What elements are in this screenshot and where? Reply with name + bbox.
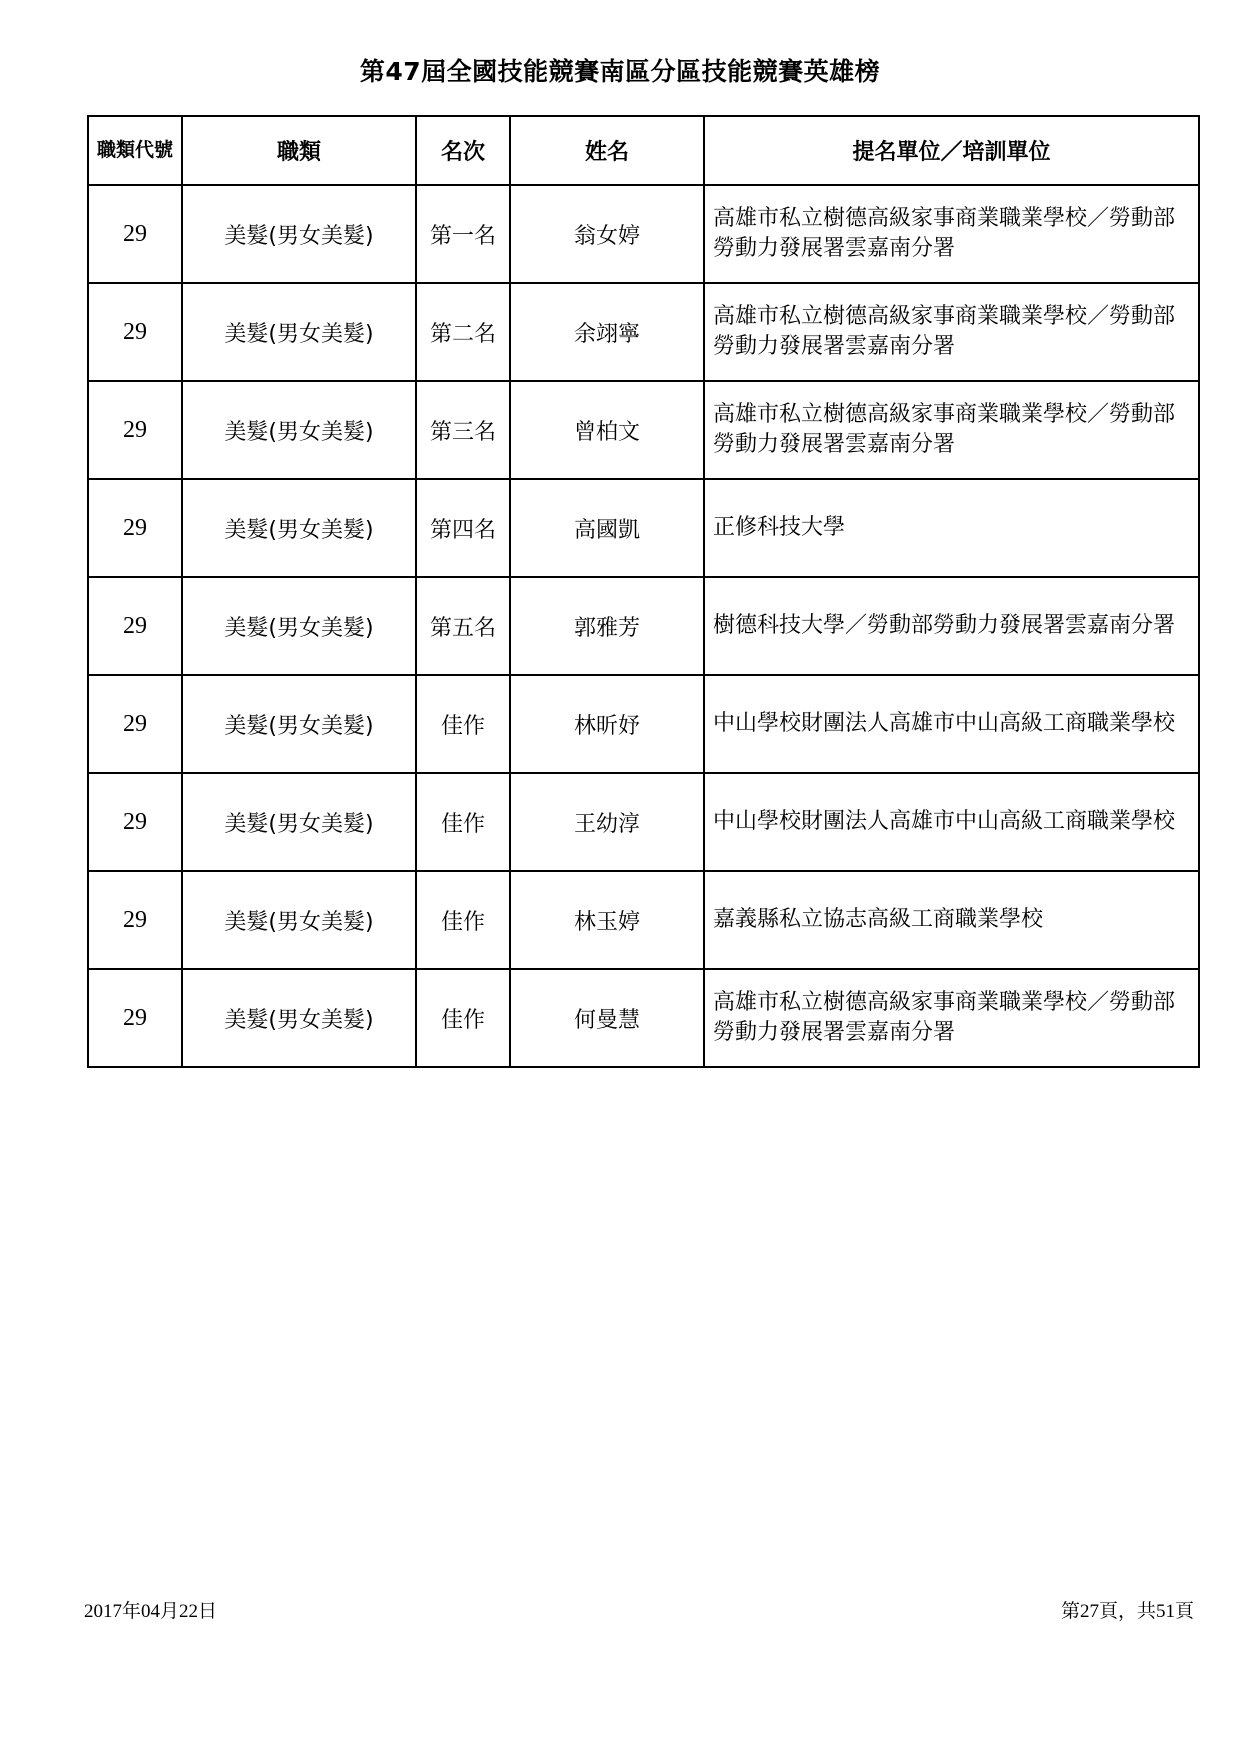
table-row xyxy=(88,185,1199,283)
table-row xyxy=(88,773,1199,871)
cell-code: 29 xyxy=(88,185,182,283)
page-title: 第47屆全國技能競賽南區分區技能競賽英雄榜 xyxy=(359,57,881,86)
cell-code: 29 xyxy=(88,577,182,675)
header-name: 姓名 xyxy=(510,116,704,185)
cell-rank: 第三名 xyxy=(416,381,510,479)
cell-name: 王幼淳 xyxy=(510,773,704,871)
cell-rank: 佳作 xyxy=(416,773,510,871)
cell-unit: 嘉義縣私立協志高級工商職業學校 xyxy=(704,871,1199,969)
cell-rank: 第二名 xyxy=(416,283,510,381)
cell-rank: 第四名 xyxy=(416,479,510,577)
table-row xyxy=(88,871,1199,969)
cell-code: 29 xyxy=(88,969,182,1067)
cell-trade: 美髮(男女美髮) xyxy=(182,675,416,773)
header-unit: 提名單位／培訓單位 xyxy=(704,116,1199,185)
table-row xyxy=(88,283,1199,381)
cell-name: 何曼慧 xyxy=(510,969,704,1067)
cell-unit: 正修科技大學 xyxy=(704,479,1199,577)
cell-trade: 美髮(男女美髮) xyxy=(182,381,416,479)
table-row xyxy=(88,577,1199,675)
cell-unit: 中山學校財團法人高雄市中山高級工商職業學校 xyxy=(704,675,1199,773)
cell-trade: 美髮(男女美髮) xyxy=(182,185,416,283)
cell-code: 29 xyxy=(88,675,182,773)
cell-code: 29 xyxy=(88,479,182,577)
cell-name: 翁女婷 xyxy=(510,185,704,283)
header-code: 職類代號 xyxy=(88,116,182,185)
cell-name: 林玉婷 xyxy=(510,871,704,969)
cell-code: 29 xyxy=(88,381,182,479)
table-header-row xyxy=(88,116,1199,185)
table-row xyxy=(88,969,1199,1067)
table-row xyxy=(88,381,1199,479)
cell-trade: 美髮(男女美髮) xyxy=(182,773,416,871)
table-row xyxy=(88,479,1199,577)
cell-name: 余翊寧 xyxy=(510,283,704,381)
cell-unit: 高雄市私立樹德高級家事商業職業學校／勞動部勞動力發展署雲嘉南分署 xyxy=(704,283,1199,381)
cell-code: 29 xyxy=(88,283,182,381)
cell-unit: 中山學校財團法人高雄市中山高級工商職業學校 xyxy=(704,773,1199,871)
cell-code: 29 xyxy=(88,871,182,969)
results-table xyxy=(87,115,1200,1068)
cell-trade: 美髮(男女美髮) xyxy=(182,283,416,381)
footer-page-number: 第27頁，共51頁 xyxy=(1060,1601,1194,1622)
cell-rank: 第一名 xyxy=(416,185,510,283)
cell-trade: 美髮(男女美髮) xyxy=(182,969,416,1067)
table-body xyxy=(88,185,1199,1067)
cell-trade: 美髮(男女美髮) xyxy=(182,871,416,969)
cell-rank: 佳作 xyxy=(416,969,510,1067)
cell-unit: 高雄市私立樹德高級家事商業職業學校／勞動部勞動力發展署雲嘉南分署 xyxy=(704,185,1199,283)
cell-trade: 美髮(男女美髮) xyxy=(182,479,416,577)
footer-date: 2017年04月22日 xyxy=(84,1601,218,1622)
cell-name: 高國凱 xyxy=(510,479,704,577)
cell-rank: 第五名 xyxy=(416,577,510,675)
cell-unit: 高雄市私立樹德高級家事商業職業學校／勞動部勞動力發展署雲嘉南分署 xyxy=(704,969,1199,1067)
header-rank: 名次 xyxy=(416,116,510,185)
cell-name: 曾柏文 xyxy=(510,381,704,479)
cell-rank: 佳作 xyxy=(416,871,510,969)
header-trade: 職類 xyxy=(182,116,416,185)
cell-unit: 樹德科技大學／勞動部勞動力發展署雲嘉南分署 xyxy=(704,577,1199,675)
cell-trade: 美髮(男女美髮) xyxy=(182,577,416,675)
cell-code: 29 xyxy=(88,773,182,871)
cell-name: 郭雅芳 xyxy=(510,577,704,675)
table-row xyxy=(88,675,1199,773)
cell-unit: 高雄市私立樹德高級家事商業職業學校／勞動部勞動力發展署雲嘉南分署 xyxy=(704,381,1199,479)
cell-name: 林昕妤 xyxy=(510,675,704,773)
cell-rank: 佳作 xyxy=(416,675,510,773)
